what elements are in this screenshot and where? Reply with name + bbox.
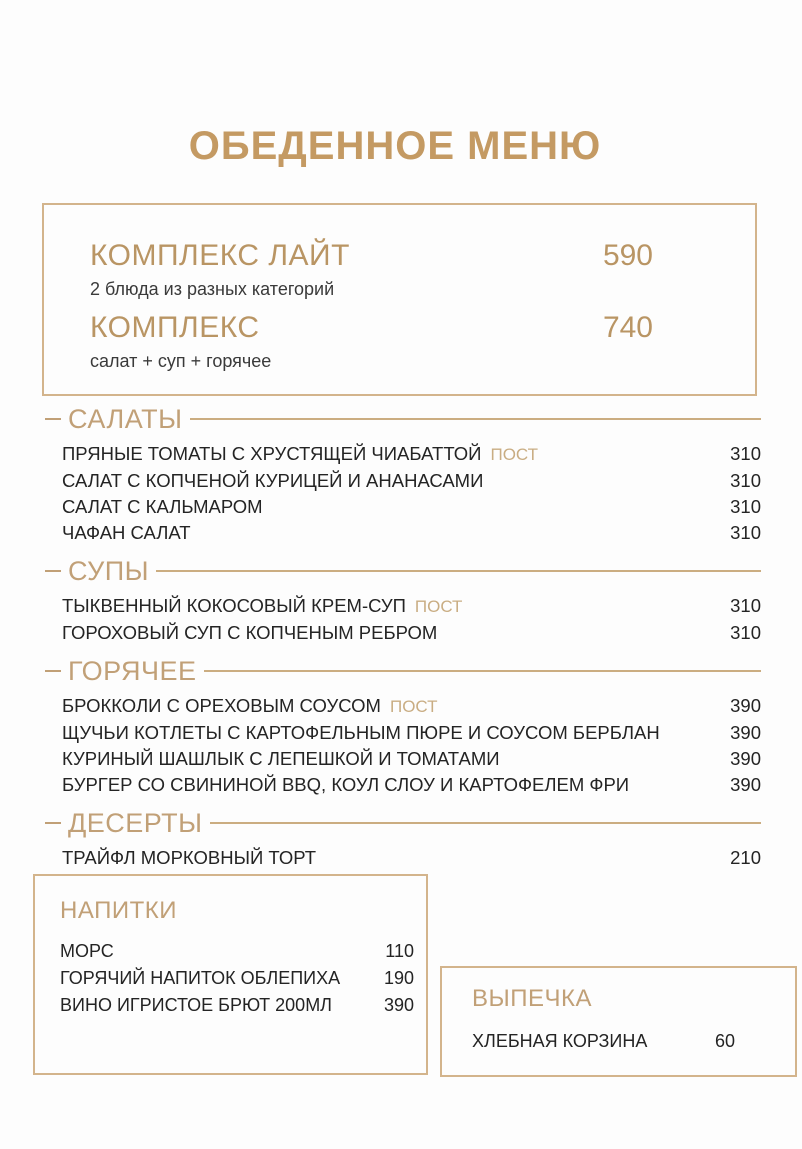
menu-item-row bbox=[45, 441, 761, 468]
item-name: БРОККОЛИ С ОРЕХОВЫМ СОУСОМ bbox=[62, 695, 381, 716]
section-rule-line bbox=[210, 822, 762, 824]
item-price: 310 bbox=[730, 522, 761, 543]
section-dash bbox=[45, 570, 61, 572]
menu-item-row bbox=[45, 494, 761, 520]
item-price: 390 bbox=[383, 995, 414, 1015]
menu-section-mains bbox=[45, 656, 761, 798]
item-price: 390 bbox=[730, 748, 761, 769]
item-tag-post: ПОСТ bbox=[414, 597, 463, 616]
menu-item-row bbox=[45, 720, 761, 746]
menu-item-row bbox=[45, 593, 761, 620]
item-name: САЛАТ С КАЛЬМАРОМ bbox=[62, 496, 263, 517]
combo-description: салат + суп + горячее bbox=[90, 351, 272, 371]
combo-price: 740 bbox=[602, 311, 653, 344]
menu-item-row bbox=[45, 620, 761, 646]
item-name: БУРГЕР СО СВИНИНОЙ BBQ, КОУЛ СЛОУ И КАРТОФЕЛЕМ ФРИ bbox=[62, 774, 630, 795]
item-name: ПРЯНЫЕ ТОМАТЫ С ХРУСТЯЩЕЙ ЧИАБАТТОЙ bbox=[62, 443, 482, 464]
bakery-title: ВЫПЕЧКА bbox=[472, 985, 592, 1012]
menu-item-row bbox=[45, 693, 761, 720]
section-header bbox=[45, 808, 761, 838]
item-price: 390 bbox=[730, 722, 761, 743]
item-price: 310 bbox=[730, 470, 761, 491]
menu-item-row bbox=[45, 845, 761, 871]
item-price: 310 bbox=[730, 595, 761, 616]
item-name: ХЛЕБНАЯ КОРЗИНА bbox=[472, 1031, 648, 1051]
combo-offers-box bbox=[42, 203, 757, 396]
combo-name: КОМПЛЕКС bbox=[90, 311, 260, 344]
section-header bbox=[45, 656, 761, 686]
item-price: 310 bbox=[730, 443, 761, 464]
section-title: ДЕСЕРТЫ bbox=[68, 807, 203, 838]
section-rule-line bbox=[204, 670, 761, 672]
section-dash bbox=[45, 418, 61, 420]
item-name: ГОРЯЧИЙ НАПИТОК ОБЛЕПИХА bbox=[60, 968, 341, 988]
item-price: 60 bbox=[714, 1031, 735, 1051]
item-name: ТРАЙФЛ МОРКОВНЫЙ ТОРТ bbox=[62, 847, 317, 868]
menu-section-desserts bbox=[45, 808, 761, 871]
item-price: 210 bbox=[730, 847, 761, 868]
item-name: ГОРОХОВЫЙ СУП С КОПЧЕНЫМ РЕБРОМ bbox=[62, 622, 438, 643]
item-price: 310 bbox=[730, 496, 761, 517]
menu-item-row bbox=[45, 772, 761, 798]
combo-price: 590 bbox=[602, 239, 653, 272]
drinks-title: НАПИТКИ bbox=[60, 897, 177, 924]
menu-item-row bbox=[472, 1028, 735, 1055]
menu-item-row bbox=[60, 965, 414, 992]
item-name: МОРС bbox=[60, 941, 114, 961]
section-dash bbox=[45, 670, 61, 672]
item-name: ТЫКВЕННЫЙ КОКОСОВЫЙ КРЕМ-СУП bbox=[62, 595, 406, 616]
combo-item bbox=[90, 309, 653, 373]
item-price: 310 bbox=[730, 622, 761, 643]
item-price: 110 bbox=[385, 941, 414, 961]
item-tag-post: ПОСТ bbox=[490, 445, 539, 464]
bakery-box bbox=[440, 966, 797, 1077]
combo-item bbox=[90, 237, 653, 301]
menu-section-soups bbox=[45, 556, 761, 646]
menu-sections bbox=[45, 404, 761, 881]
menu-item-row bbox=[45, 520, 761, 546]
section-title: САЛАТЫ bbox=[68, 403, 183, 434]
menu-section-salads bbox=[45, 404, 761, 546]
menu-item-row bbox=[45, 746, 761, 772]
page-title: ОБЕДЕННОЕ МЕНЮ bbox=[188, 124, 602, 168]
drinks-box bbox=[33, 874, 428, 1075]
section-rule-line bbox=[156, 570, 761, 572]
menu-item-row bbox=[60, 938, 414, 965]
item-name: ВИНО ИГРИСТОЕ БРЮТ 200МЛ bbox=[60, 995, 332, 1015]
section-title: ГОРЯЧЕЕ bbox=[68, 655, 197, 686]
item-name: ЧАФАН САЛАТ bbox=[62, 522, 191, 543]
menu-item-row bbox=[60, 992, 414, 1019]
item-tag-post: ПОСТ bbox=[389, 697, 438, 716]
item-price: 190 bbox=[383, 968, 414, 988]
combo-name: КОМПЛЕКС ЛАЙТ bbox=[90, 239, 350, 272]
section-header bbox=[45, 404, 761, 434]
section-dash bbox=[45, 822, 61, 824]
menu-item-row bbox=[45, 468, 761, 494]
item-name: КУРИНЫЙ ШАШЛЫК С ЛЕПЕШКОЙ И ТОМАТАМИ bbox=[62, 748, 500, 769]
section-title: СУПЫ bbox=[68, 555, 150, 586]
section-header bbox=[45, 556, 761, 586]
item-price: 390 bbox=[730, 774, 761, 795]
item-name: ЩУЧЬИ КОТЛЕТЫ С КАРТОФЕЛЬНЫМ ПЮРЕ И СОУСОМ БЕРБЛАН bbox=[62, 722, 660, 743]
combo-description: 2 блюда из разных категорий bbox=[90, 279, 335, 299]
section-rule-line bbox=[190, 418, 761, 420]
item-price: 390 bbox=[730, 695, 761, 716]
item-name: САЛАТ С КОПЧЕНОЙ КУРИЦЕЙ И АНАНАСАМИ bbox=[62, 470, 484, 491]
